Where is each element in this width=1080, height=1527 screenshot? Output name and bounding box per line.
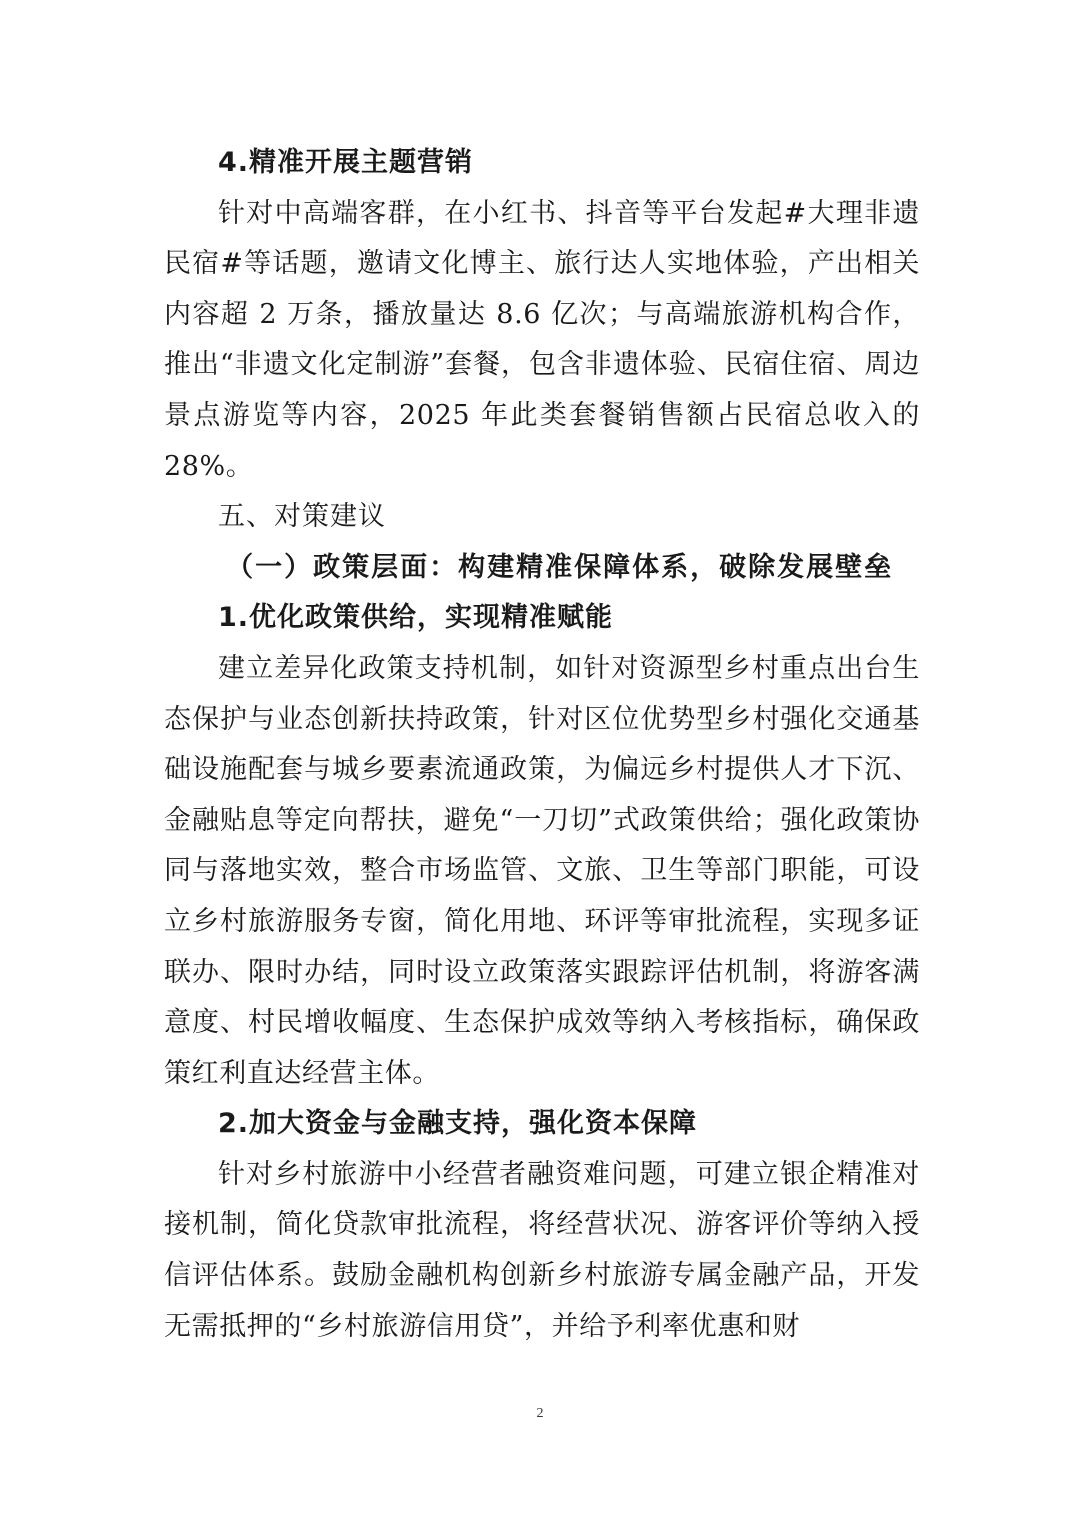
section-heading-4: 4.精准开展主题营销	[218, 147, 474, 178]
subsection-1-heading: （一）政策层面：构建精准保障体系，破除发展壁垒	[226, 551, 894, 583]
section-4-paragraph: 针对中高端客群，在小红书、抖音等平台发起#大理非遗民宿#等话题，邀请文化博主、旅行达人实地体验，产出相关内容超 2 万条，播放量达 8.6 亿次；与高端旅游机构合作，推出“非遗文化定制游”套餐，包含非遗体验、民宿住宿、周边景点游览等内容，2025 年此类套餐销售额占民宿总收入的 28%。	[164, 197, 920, 482]
item-2-paragraph: 针对乡村旅游中小经营者融资难问题，可建立银企精准对接机制，简化贷款审批流程，将经营状况、游客评价等纳入授信评估体系。鼓励金融机构创新乡村旅游专属金融产品，开发无需抵押的“乡村旅游信用贷”，并给予利率优惠和财	[164, 1158, 920, 1342]
item-1-paragraph: 建立差异化政策支持机制，如针对资源型乡村重点出台生态保护与业态创新扶持政策，针对区位优势型乡村强化交通基础设施配套与城乡要素流通政策，为偏远乡村提供人才下沉、金融贴息等定向帮扶，避免“一刀切”式政策供给；强化政策协同与落地实效，整合市场监管、文旅、卫生等部门职能，可设立乡村旅游服务专窗，简化用地、环评等审批流程，实现多证联办、限时办结，同时设立政策落实跟踪评估机制，将游客满意度、村民增收幅度、生态保护成效等纳入考核指标，确保政策红利直达经营主体。	[164, 652, 920, 1089]
item-1-heading: 1.优化政策供给，实现精准赋能	[218, 602, 614, 634]
part-5-heading: 五、对策建议	[218, 501, 386, 533]
page-content	[164, 138, 920, 1352]
item-2-heading: 2.加大资金与金融支持，强化资本保障	[218, 1108, 698, 1140]
page-number: 2	[536, 1406, 544, 1421]
